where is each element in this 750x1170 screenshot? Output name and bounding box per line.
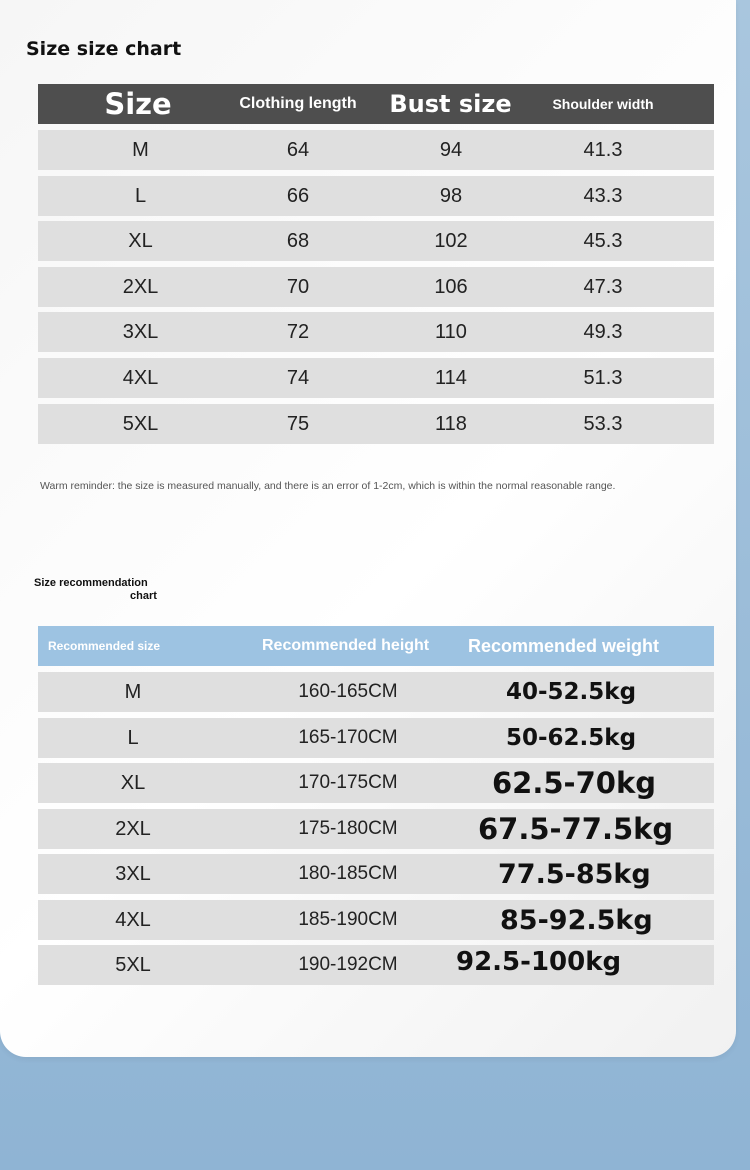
header-bust-size: Bust size [389, 90, 512, 118]
bust-cell: 98 [439, 184, 463, 207]
header-size: Size [104, 87, 172, 121]
size-cell: L [127, 726, 139, 749]
height-cell: 165-170CM [298, 727, 398, 748]
length-cell: 70 [286, 275, 310, 298]
size-cell: 3XL [122, 320, 159, 343]
length-cell: 64 [286, 138, 310, 161]
size-cell: 4XL [115, 908, 151, 931]
length-cell: 74 [286, 366, 310, 389]
table-row [38, 854, 714, 894]
table-row [38, 176, 714, 216]
size-cell: 5XL [122, 412, 159, 435]
size-cell: 2XL [122, 275, 159, 298]
weight-cell: 92.5-100kg [456, 947, 622, 977]
shoulder-cell: 53.3 [583, 412, 623, 435]
bottom-background [0, 1058, 750, 1170]
header-clothing-length: Clothing length [239, 95, 357, 112]
size-chart-header [38, 84, 714, 124]
size-cell: M [132, 138, 149, 161]
size-cell: 3XL [115, 862, 151, 885]
size-cell: XL [128, 229, 153, 252]
bust-cell: 94 [439, 138, 463, 161]
weight-cell: 77.5-85kg [498, 858, 651, 890]
height-cell: 160-165CM [298, 681, 398, 702]
weight-cell: 67.5-77.5kg [478, 812, 674, 846]
bust-cell: 110 [435, 320, 467, 343]
length-cell: 75 [286, 412, 310, 435]
bust-cell: 118 [435, 412, 467, 435]
table-row [38, 809, 714, 849]
bust-cell: 114 [435, 366, 467, 389]
size-cell: M [124, 680, 142, 703]
height-cell: 170-175CM [298, 772, 398, 793]
recommendation-title-line2: chart [130, 590, 157, 602]
table-row [38, 358, 714, 398]
size-cell: L [134, 184, 147, 207]
table-row [38, 718, 714, 758]
header-shoulder-width: Shoulder width [552, 96, 654, 112]
table-row [38, 221, 714, 261]
recommendation-chart-title [34, 577, 164, 603]
weight-cell: 85-92.5kg [500, 904, 653, 936]
table-row [38, 404, 714, 444]
weight-cell: 50-62.5kg [506, 725, 637, 751]
table-row [38, 672, 714, 712]
weight-cell: 40-52.5kg [506, 679, 637, 705]
header-recommended-height: Recommended height [262, 637, 430, 654]
height-cell: 175-180CM [298, 818, 398, 839]
length-cell: 66 [286, 184, 310, 207]
size-cell: 4XL [122, 366, 159, 389]
size-cell: 2XL [115, 817, 151, 840]
length-cell: 68 [286, 229, 310, 252]
shoulder-cell: 51.3 [583, 366, 623, 389]
table-row [38, 763, 714, 803]
header-recommended-size: Recommended size [48, 639, 161, 653]
table-row [38, 900, 714, 940]
size-cell: 5XL [115, 953, 151, 976]
length-cell: 72 [286, 320, 310, 343]
shoulder-cell: 47.3 [583, 275, 623, 298]
shoulder-cell: 43.3 [583, 184, 623, 207]
size-chart-title: Size size chart [26, 38, 182, 60]
header-recommended-weight: Recommended weight [468, 635, 660, 656]
table-row [38, 312, 714, 352]
shoulder-cell: 41.3 [583, 138, 623, 161]
shoulder-cell: 45.3 [583, 229, 623, 252]
recommendation-title-line1: Size recommendation [34, 577, 148, 589]
table-row [38, 267, 714, 307]
bust-cell: 102 [434, 229, 468, 252]
shoulder-cell: 49.3 [583, 320, 623, 343]
table-row [38, 945, 714, 985]
height-cell: 185-190CM [298, 909, 398, 930]
bust-cell: 106 [434, 275, 468, 298]
table-row [38, 130, 714, 170]
recommendation-chart-header [38, 626, 714, 666]
height-cell: 180-185CM [298, 863, 398, 884]
weight-cell: 62.5-70kg [492, 766, 656, 800]
measurement-note: Warm reminder: the size is measured manually, and there is an error of 1-2cm, which is within the normal reasonable range. [40, 480, 616, 492]
height-cell: 190-192CM [298, 954, 398, 975]
size-cell: XL [120, 771, 146, 794]
